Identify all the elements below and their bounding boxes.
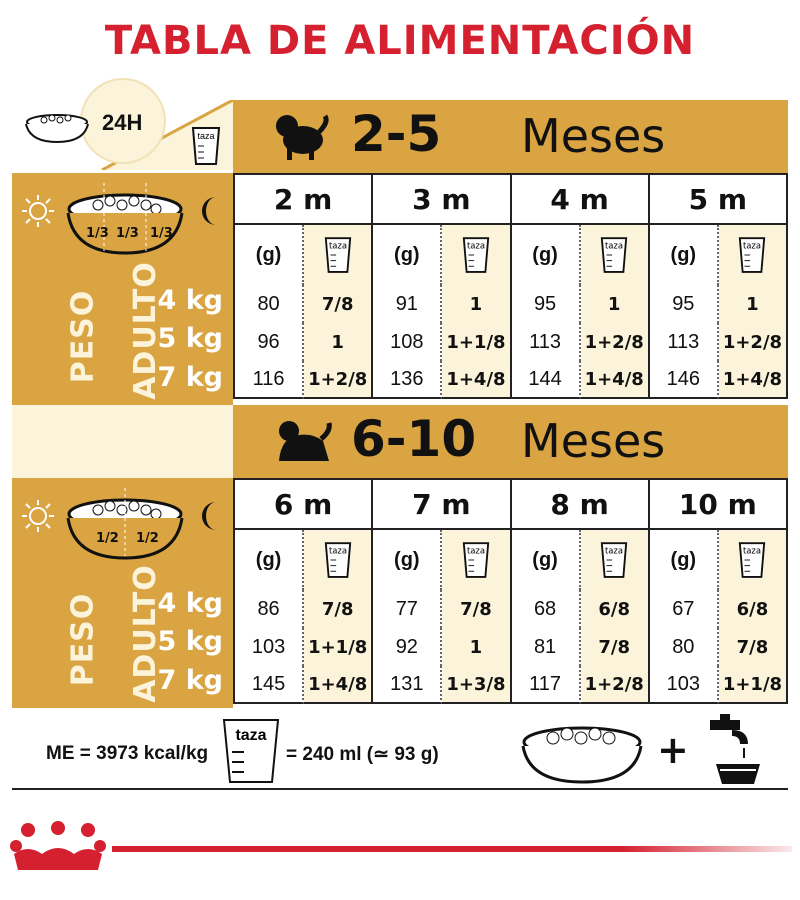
bowl-fraction: 1/3: [86, 226, 109, 241]
grams-value: 116: [235, 361, 304, 399]
svg-text:taza: taza: [466, 545, 485, 556]
cups-value: 1+4/8: [442, 361, 511, 399]
cup-icon: [304, 225, 373, 285]
cups-value: 7/8: [581, 628, 650, 666]
month-header: 3 m: [373, 175, 511, 225]
bowl-icon: [517, 720, 647, 784]
cups-value: 7/8: [442, 590, 511, 628]
cups-value: 1+1/8: [442, 323, 511, 361]
cups-value: 1: [442, 628, 511, 666]
cup-icon: [581, 530, 650, 590]
sun-icon: [20, 498, 56, 534]
grams-header: (g): [235, 225, 304, 285]
grams-header: (g): [512, 530, 581, 590]
bowl-fraction: 1/3: [150, 226, 173, 241]
cups-value: 1+3/8: [442, 666, 511, 704]
month-header: 6 m: [235, 480, 373, 530]
cups-value: 6/8: [581, 590, 650, 628]
cup-icon: [304, 530, 373, 590]
cup-icon: [581, 225, 650, 285]
cups-value: 1+2/8: [581, 323, 650, 361]
month-header: 2 m: [235, 175, 373, 225]
side-panel-2: [12, 478, 233, 708]
weight-7kg: 7 kg: [157, 665, 223, 696]
moon-icon: [196, 195, 224, 227]
svg-text:taza: taza: [605, 240, 624, 251]
cups-value: 1+2/8: [581, 666, 650, 704]
moon-icon: [196, 500, 224, 532]
label-24h: 24H: [102, 110, 143, 135]
age-band-6-10: [233, 405, 788, 478]
grams-value: 91: [373, 285, 442, 323]
grams-value: 131: [373, 666, 442, 704]
weight-4kg: 4 kg: [157, 285, 223, 316]
adulto-label: ADULTO: [127, 261, 163, 400]
bowl-icon: [60, 181, 190, 261]
cups-value: 1: [581, 285, 650, 323]
grams-value: 86: [235, 590, 304, 628]
page-title: TABLA DE ALIMENTACIÓN: [104, 18, 696, 64]
cups-value: 1+4/8: [719, 361, 788, 399]
age-unit: Meses: [521, 414, 666, 468]
grams-value: 136: [373, 361, 442, 399]
grams-value: 81: [512, 628, 581, 666]
grams-value: 103: [650, 666, 719, 704]
cup-icon: [442, 225, 511, 285]
cups-value: 1+4/8: [581, 361, 650, 399]
grams-value: 144: [512, 361, 581, 399]
cups-value: 1+1/8: [719, 666, 788, 704]
cups-value: 7/8: [719, 628, 788, 666]
cups-value: 1: [304, 323, 373, 361]
weight-5kg: 5 kg: [157, 323, 223, 354]
month-header: 5 m: [650, 175, 788, 225]
grams-value: 113: [512, 323, 581, 361]
weight-7kg: 7 kg: [157, 362, 223, 393]
svg-text:taza: taza: [743, 240, 762, 251]
weight-5kg: 5 kg: [157, 626, 223, 657]
grams-header: (g): [650, 225, 719, 285]
cups-value: 1: [719, 285, 788, 323]
cups-value: 1+4/8: [304, 666, 373, 704]
month-header: 10 m: [650, 480, 788, 530]
feeding-table-2-5: [233, 173, 788, 399]
grams-header: (g): [512, 225, 581, 285]
month-header: 8 m: [512, 480, 650, 530]
grams-value: 67: [650, 590, 719, 628]
dog-icon: [273, 417, 333, 467]
dog-icon: [273, 112, 329, 162]
peso-label: PESO: [65, 592, 101, 687]
grams-value: 80: [235, 285, 304, 323]
middle-band: [12, 405, 233, 478]
tap-water-icon: [702, 714, 764, 786]
grams-value: 117: [512, 666, 581, 704]
grams-header: (g): [373, 225, 442, 285]
sun-icon: [20, 193, 56, 229]
metabolizable-energy: ME = 3973 kcal/kg: [46, 743, 209, 764]
grams-value: 95: [650, 285, 719, 323]
cups-value: 1+2/8: [304, 361, 373, 399]
plus-sign: +: [657, 728, 689, 772]
weight-4kg: 4 kg: [157, 588, 223, 619]
cup-word: taza: [235, 727, 267, 744]
footer-info: [12, 710, 788, 790]
cup-equivalence: = 240 ml (≃ 93 g): [286, 744, 439, 765]
brand-red-line: [112, 846, 792, 852]
grams-value: 108: [373, 323, 442, 361]
crown-logo-icon: [8, 820, 108, 876]
cup-icon: [719, 530, 788, 590]
svg-text:taza: taza: [743, 545, 762, 556]
bowl-fraction: 1/2: [96, 531, 119, 546]
grams-value: 113: [650, 323, 719, 361]
grams-header: (g): [373, 530, 442, 590]
grams-header: (g): [650, 530, 719, 590]
svg-text:taza: taza: [328, 240, 347, 251]
grams-value: 146: [650, 361, 719, 399]
grams-value: 103: [235, 628, 304, 666]
grams-value: 80: [650, 628, 719, 666]
cups-value: 1: [442, 285, 511, 323]
month-header: 7 m: [373, 480, 511, 530]
svg-text:taza: taza: [328, 545, 347, 556]
age-range: 6-10: [351, 410, 477, 468]
cups-value: 1+2/8: [719, 323, 788, 361]
bowl-fraction: 1/2: [136, 531, 159, 546]
cup-word: taza: [197, 131, 215, 141]
cups-value: 7/8: [304, 285, 373, 323]
grams-header: (g): [235, 530, 304, 590]
bowl-fraction: 1/3: [116, 226, 139, 241]
adulto-label: ADULTO: [127, 564, 163, 703]
grams-value: 96: [235, 323, 304, 361]
feeding-table-6-10: [233, 478, 788, 704]
cups-value: 7/8: [304, 590, 373, 628]
svg-text:taza: taza: [466, 240, 485, 251]
cup-icon: [220, 718, 282, 784]
cups-value: 6/8: [719, 590, 788, 628]
age-range: 2-5: [351, 105, 442, 163]
grams-value: 95: [512, 285, 581, 323]
cup-icon: [719, 225, 788, 285]
grams-value: 77: [373, 590, 442, 628]
grams-value: 145: [235, 666, 304, 704]
cup-icon: [442, 530, 511, 590]
peso-label: PESO: [65, 289, 101, 384]
age-unit: Meses: [521, 109, 666, 163]
bowl-icon: [22, 110, 92, 144]
month-header: 4 m: [512, 175, 650, 225]
bowl-icon: [60, 486, 190, 566]
age-band-2-5: [233, 100, 788, 173]
side-panel-1: [12, 173, 233, 405]
cups-value: 1+1/8: [304, 628, 373, 666]
svg-text:taza: taza: [605, 545, 624, 556]
cup-icon: [190, 126, 222, 166]
grams-value: 68: [512, 590, 581, 628]
grams-value: 92: [373, 628, 442, 666]
